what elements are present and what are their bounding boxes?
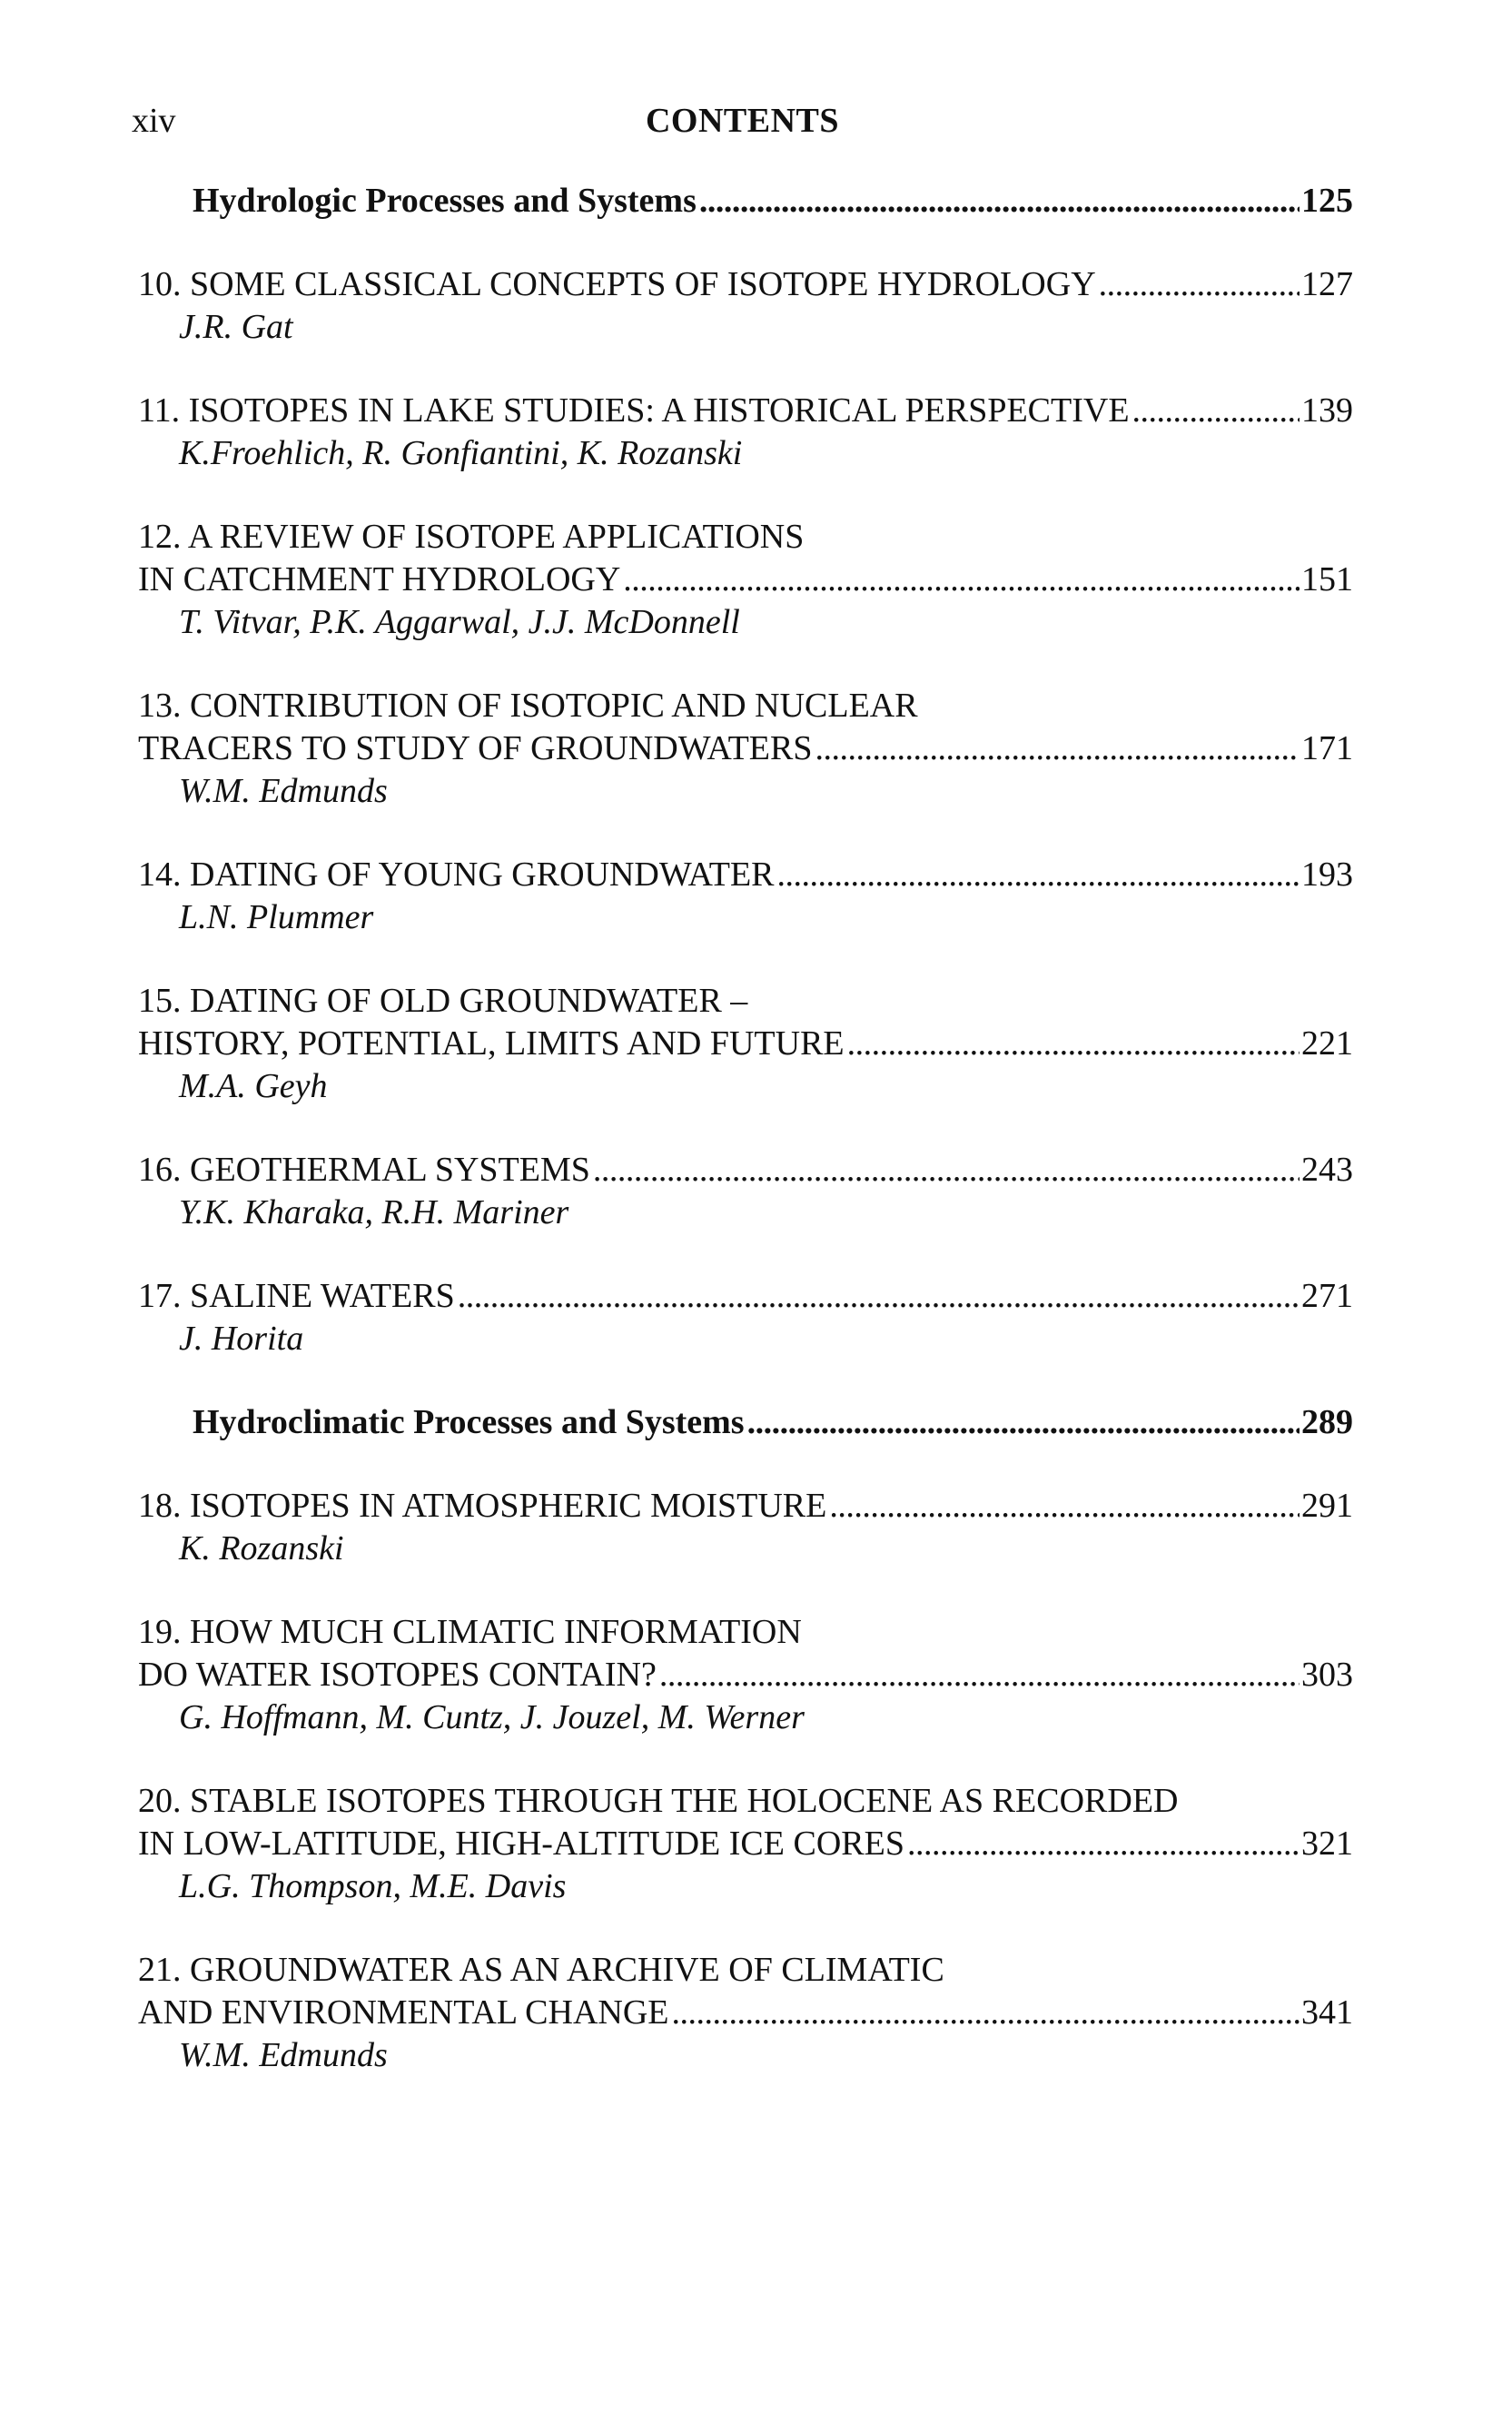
page-ref: 139: [1301, 391, 1353, 430]
toc-chapter-entry: [138, 1275, 1353, 1360]
chapter-title: 21. GROUNDWATER AS AN ARCHIVE OF CLIMATIC: [138, 1951, 944, 1989]
toc-chapter-entry: [138, 1485, 1353, 1570]
toc-section-entry: [138, 180, 1353, 223]
chapter-authors: K.Froehlich, R. Gonfiantini, K. Rozanski: [179, 434, 743, 472]
chapter-title-line: [138, 1275, 1353, 1318]
dot-leader: [623, 559, 1300, 601]
chapter-authors: T. Vitvar, P.K. Aggarwal, J.J. McDonnell: [179, 603, 740, 641]
toc-chapter-entry: [138, 1149, 1353, 1234]
dot-leader: [747, 1401, 1300, 1444]
page-ref: 151: [1301, 560, 1353, 598]
toc-section-line: [138, 1401, 1353, 1444]
chapter-authors: K. Rozanski: [179, 1529, 344, 1567]
chapter-title: AND ENVIRONMENTAL CHANGE: [138, 1993, 669, 2032]
chapter-title: TRACERS TO STUDY OF GROUNDWATERS: [138, 729, 813, 767]
chapter-title: 11. ISOTOPES IN LAKE STUDIES: A HISTORICAL PERSPECTIVE: [138, 391, 1130, 430]
dot-leader: [829, 1485, 1300, 1528]
dot-leader: [699, 180, 1300, 223]
chapter-title: DO WATER ISOTOPES CONTAIN?: [138, 1656, 657, 1694]
chapter-authors: W.M. Edmunds: [179, 772, 388, 810]
page-ref: 125: [1301, 182, 1353, 220]
chapter-title-line: [138, 1654, 1353, 1696]
page-ref: 193: [1301, 855, 1353, 894]
toc-chapter-entry: [138, 516, 1353, 644]
dot-leader: [907, 1823, 1300, 1865]
chapter-authors: J. Horita: [179, 1320, 304, 1358]
chapter-authors: M.A. Geyh: [179, 1067, 328, 1105]
chapter-title: HISTORY, POTENTIAL, LIMITS AND FUTURE: [138, 1024, 845, 1063]
chapter-title-line: [138, 1992, 1353, 2034]
chapter-title-line: [138, 727, 1353, 770]
toc-section-entry: [138, 1401, 1353, 1444]
toc-chapter-entry: [138, 685, 1353, 813]
toc-chapter-entry: [138, 1780, 1353, 1908]
dot-leader: [672, 1992, 1300, 2034]
page-ref: 303: [1301, 1656, 1353, 1694]
chapter-authors: L.N. Plummer: [179, 898, 374, 936]
chapter-authors: Y.K. Kharaka, R.H. Mariner: [179, 1193, 569, 1231]
chapter-title-line: [138, 1023, 1353, 1065]
chapter-title: 12. A REVIEW OF ISOTOPE APPLICATIONS: [138, 518, 805, 556]
chapter-title: 19. HOW MUCH CLIMATIC INFORMATION: [138, 1613, 802, 1651]
page-ref: 321: [1301, 1825, 1353, 1863]
chapter-title-line: [138, 263, 1353, 306]
toc-chapter-entry: [138, 1949, 1353, 2077]
chapter-title-line: [138, 1823, 1353, 1865]
chapter-title-line: [138, 1149, 1353, 1192]
running-head: CONTENTS: [645, 102, 840, 140]
page-ref: 221: [1301, 1024, 1353, 1063]
chapter-authors: W.M. Edmunds: [179, 2036, 388, 2074]
chapter-title-line: [138, 390, 1353, 432]
chapter-title-line: [138, 1485, 1353, 1528]
chapter-title: 16. GEOTHERMAL SYSTEMS: [138, 1151, 590, 1189]
chapter-authors: L.G. Thompson, M.E. Davis: [179, 1867, 567, 1905]
table-of-contents: [138, 180, 1353, 2118]
toc-section-line: [138, 180, 1353, 223]
page-ref: 271: [1301, 1277, 1353, 1315]
page-header: [132, 98, 1353, 143]
page-ref: 171: [1301, 729, 1353, 767]
chapter-title: 13. CONTRIBUTION OF ISOTOPIC AND NUCLEAR: [138, 687, 918, 725]
dot-leader: [593, 1149, 1300, 1192]
dot-leader: [1099, 263, 1300, 306]
page-ref: 243: [1301, 1151, 1353, 1189]
dot-leader: [458, 1275, 1300, 1318]
chapter-authors: G. Hoffmann, M. Cuntz, J. Jouzel, M. Werner: [179, 1698, 805, 1736]
dot-leader: [1132, 390, 1300, 432]
chapter-title: 14. DATING OF YOUNG GROUNDWATER: [138, 855, 775, 894]
chapter-title-line: [138, 854, 1353, 896]
chapter-title: IN CATCHMENT HYDROLOGY: [138, 560, 621, 598]
chapter-title: 17. SALINE WATERS: [138, 1277, 455, 1315]
chapter-authors: J.R. Gat: [179, 308, 293, 346]
chapter-title: 15. DATING OF OLD GROUNDWATER –: [138, 982, 748, 1020]
chapter-title: 20. STABLE ISOTOPES THROUGH THE HOLOCENE AS RECORDED: [138, 1782, 1179, 1820]
dot-leader: [777, 854, 1300, 896]
chapter-title: 10. SOME CLASSICAL CONCEPTS OF ISOTOPE HYDROLOGY: [138, 265, 1096, 303]
toc-chapter-entry: [138, 1611, 1353, 1739]
toc-chapter-entry: [138, 390, 1353, 475]
page-number: xiv: [132, 102, 176, 140]
section-title: Hydrologic Processes and Systems: [193, 182, 697, 220]
dot-leader: [815, 727, 1300, 770]
page-ref: 127: [1301, 265, 1353, 303]
toc-chapter-entry: [138, 263, 1353, 349]
chapter-title: 18. ISOTOPES IN ATMOSPHERIC MOISTURE: [138, 1487, 827, 1525]
page-ref: 341: [1301, 1993, 1353, 2032]
chapter-title: IN LOW-LATITUDE, HIGH-ALTITUDE ICE CORES: [138, 1825, 904, 1863]
page-ref: 291: [1301, 1487, 1353, 1525]
section-title: Hydroclimatic Processes and Systems: [193, 1403, 745, 1441]
dot-leader: [847, 1023, 1300, 1065]
dot-leader: [659, 1654, 1300, 1696]
toc-chapter-entry: [138, 980, 1353, 1108]
page-ref: 289: [1301, 1403, 1353, 1441]
chapter-title-line: [138, 559, 1353, 601]
toc-chapter-entry: [138, 854, 1353, 939]
